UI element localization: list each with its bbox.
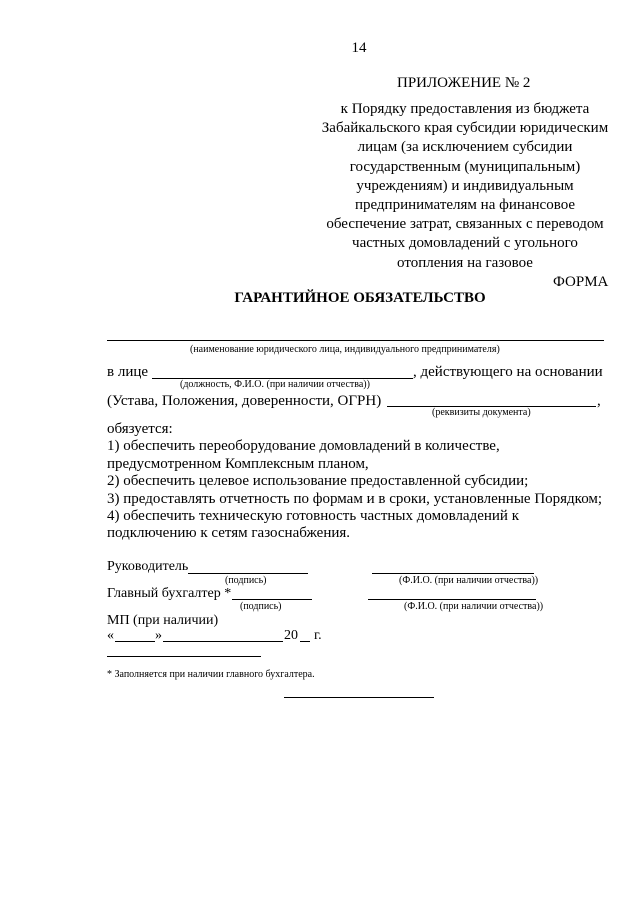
appendix-line: обеспечение затрат, связанных с переводом xyxy=(326,216,604,233)
appendix-line: государственным (муниципальным) xyxy=(349,158,581,175)
appendix-line: частных домовладений с угольного xyxy=(352,235,578,252)
obligation-item: 1) обеспечить переоборудование домовладений в количестве, xyxy=(107,438,500,454)
obligation-item: 2) обеспечить целевое использование предоставленной субсидии; xyxy=(107,473,529,489)
accountant-signature-caption: (подпись) xyxy=(240,601,282,612)
page-number: 14 xyxy=(351,40,367,56)
accountant-label: Главный бухгалтер * xyxy=(107,586,232,601)
stamp-label: МП (при наличии) xyxy=(107,613,219,628)
form-label: ФОРМА xyxy=(553,274,609,290)
date-month-line[interactable] xyxy=(163,641,283,642)
footnote-separator xyxy=(107,656,261,657)
footnote-text: * Заполняется при наличии главного бухгалтера. xyxy=(107,669,315,680)
in-person-label: в лице xyxy=(107,364,149,380)
head-label: Руководитель xyxy=(107,559,189,574)
obligation-item: 4) обеспечить техническую готовность частных домовладений к xyxy=(107,508,520,524)
appendix-description xyxy=(300,100,630,273)
accountant-name-line[interactable] xyxy=(368,599,536,600)
documents-label: (Устава, Положения, доверенности, ОГРН) xyxy=(107,393,382,409)
date-year-line[interactable] xyxy=(300,641,310,642)
date-close-quote: » xyxy=(155,628,162,643)
document-details-caption: (реквизиты документа) xyxy=(432,407,531,418)
appendix-line: отопления на газовое xyxy=(397,254,533,271)
obligation-item: предусмотренном Комплексным планом, xyxy=(107,456,369,472)
head-name-caption: (Ф.И.О. (при наличии отчества)) xyxy=(399,575,539,586)
bottom-rule xyxy=(284,697,434,698)
head-signature-caption: (подпись) xyxy=(225,575,267,586)
document-title: ГАРАНТИЙНОЕ ОБЯЗАТЕЛЬСТВО xyxy=(234,290,486,306)
date-day-line[interactable] xyxy=(115,641,155,642)
entity-name-line[interactable] xyxy=(107,340,604,341)
date-year-suffix: г. xyxy=(314,628,322,643)
appendix-line: учреждениям) и индивидуальным xyxy=(356,177,574,194)
entity-name-caption: (наименование юридического лица, индивидуального предпринимателя) xyxy=(190,344,500,355)
appendix-title: ПРИЛОЖЕНИЕ № 2 xyxy=(397,75,531,91)
accountant-name-caption: (Ф.И.О. (при наличии отчества)) xyxy=(404,601,544,612)
appendix-line: лицам (за исключением субсидии xyxy=(357,139,573,156)
obligation-item: 3) предоставлять отчетность по формам и в сроки, установленные Порядком; xyxy=(107,491,603,507)
appendix-line: к Порядку предоставления из бюджета xyxy=(340,101,590,117)
head-signature-line[interactable] xyxy=(188,573,308,574)
appendix-line: предпринимателям на финансовое xyxy=(354,197,576,214)
head-name-line[interactable] xyxy=(372,573,534,574)
accountant-signature-line[interactable] xyxy=(232,599,312,600)
position-caption: (должность, Ф.И.О. (при наличии отчества)) xyxy=(180,379,370,390)
appendix-line: Забайкальского края субсидии юридическим xyxy=(321,120,609,137)
obligation-item: подключению к сетям газоснабжения. xyxy=(107,525,351,541)
date-year-prefix: 20 xyxy=(284,628,298,643)
date-open-quote: « xyxy=(107,628,114,643)
documents-comma: , xyxy=(597,393,601,409)
acting-basis-text: , действующего на основании xyxy=(413,364,603,380)
obligations-intro: обязуется: xyxy=(107,421,173,437)
